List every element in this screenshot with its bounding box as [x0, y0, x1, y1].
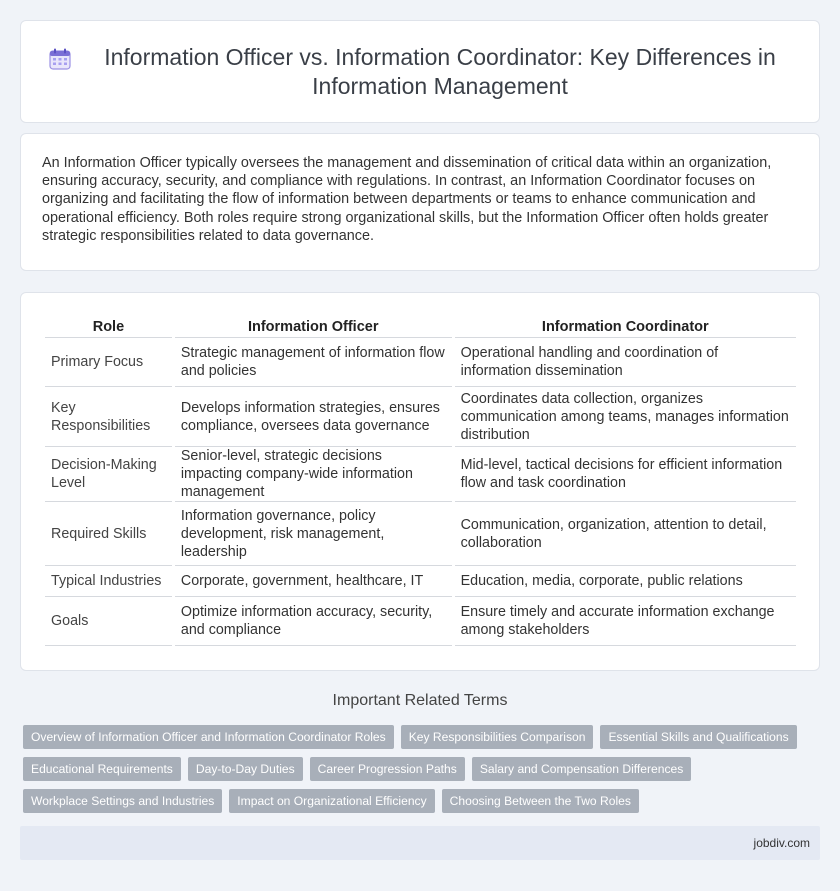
related-term-tag[interactable]: Choosing Between the Two Roles — [442, 789, 639, 813]
coordinator-cell: Communication, organization, attention to detail, collaboration — [455, 502, 796, 566]
related-term-tag[interactable]: Key Responsibilities Comparison — [401, 725, 594, 749]
table-row — [45, 447, 796, 502]
row-label: Goals — [45, 597, 172, 646]
coordinator-cell: Education, media, corporate, public relations — [455, 566, 796, 597]
intro-paragraph: An Information Officer typically oversees the management and dissemination of critical data within an organization, ensuring accuracy, security, and compliance with regulations. In contrast, an Information Coordinator focuses on organizing and facilitating the flow of information between departments or teams to enhance communication and operational efficiency. Both roles require strong organizational skills, but the Information Officer often holds greater strategic responsibilities related to data governance. — [42, 155, 772, 244]
table-row — [45, 387, 796, 447]
comparison-table-card — [20, 292, 820, 671]
coordinator-cell: Operational handling and coordination of information dissemination — [455, 338, 796, 387]
related-terms-title: Important Related Terms — [332, 692, 508, 709]
related-term-tag[interactable]: Workplace Settings and Industries — [23, 789, 222, 813]
row-label: Required Skills — [45, 502, 172, 566]
row-label: Primary Focus — [45, 338, 172, 387]
related-term-tag[interactable]: Career Progression Paths — [310, 757, 465, 781]
tag-row — [23, 757, 691, 781]
tag-row — [23, 725, 797, 749]
header-information-coordinator: Information Coordinator — [455, 316, 796, 338]
related-term-tag[interactable]: Salary and Compensation Differences — [472, 757, 691, 781]
related-term-tag[interactable]: Day-to-Day Duties — [188, 757, 303, 781]
header-card — [20, 20, 820, 123]
coordinator-cell: Ensure timely and accurate information exchange among stakeholders — [455, 597, 796, 646]
intro-card — [20, 133, 820, 271]
officer-cell: Optimize information accuracy, security, and compliance — [175, 597, 452, 646]
officer-cell: Senior-level, strategic decisions impacting company-wide information management — [175, 447, 452, 502]
header-information-officer: Information Officer — [175, 316, 452, 338]
related-term-tag[interactable]: Essential Skills and Qualifications — [600, 725, 796, 749]
page-title: Information Officer vs. Information Coordinator: Key Differences in Information Management — [104, 44, 776, 99]
table-row — [45, 338, 796, 387]
coordinator-cell: Coordinates data collection, organizes communication among teams, manages information distribution — [455, 387, 796, 447]
officer-cell: Information governance, policy development, risk management, leadership — [175, 502, 452, 566]
comparison-table — [42, 316, 799, 646]
officer-cell: Corporate, government, healthcare, IT — [175, 566, 452, 597]
coordinator-cell: Mid-level, tactical decisions for efficient information flow and task coordination — [455, 447, 796, 502]
table-row — [45, 502, 796, 566]
footer — [20, 826, 820, 860]
table-row — [45, 597, 796, 646]
tag-row — [23, 789, 639, 813]
row-label: Decision-Making Level — [45, 447, 172, 502]
table-header-row — [45, 316, 796, 338]
row-label: Typical Industries — [45, 566, 172, 597]
officer-cell: Develops information strategies, ensures compliance, oversees data governance — [175, 387, 452, 447]
table-row — [45, 566, 796, 597]
related-term-tag[interactable]: Educational Requirements — [23, 757, 181, 781]
row-label: Key Responsibilities — [45, 387, 172, 447]
footer-site-link[interactable]: jobdiv.com — [753, 836, 810, 850]
header-role: Role — [45, 316, 172, 338]
officer-cell: Strategic management of information flow and policies — [175, 338, 452, 387]
related-term-tag[interactable]: Impact on Organizational Efficiency — [229, 789, 434, 813]
related-term-tag[interactable]: Overview of Information Officer and Information Coordinator Roles — [23, 725, 394, 749]
